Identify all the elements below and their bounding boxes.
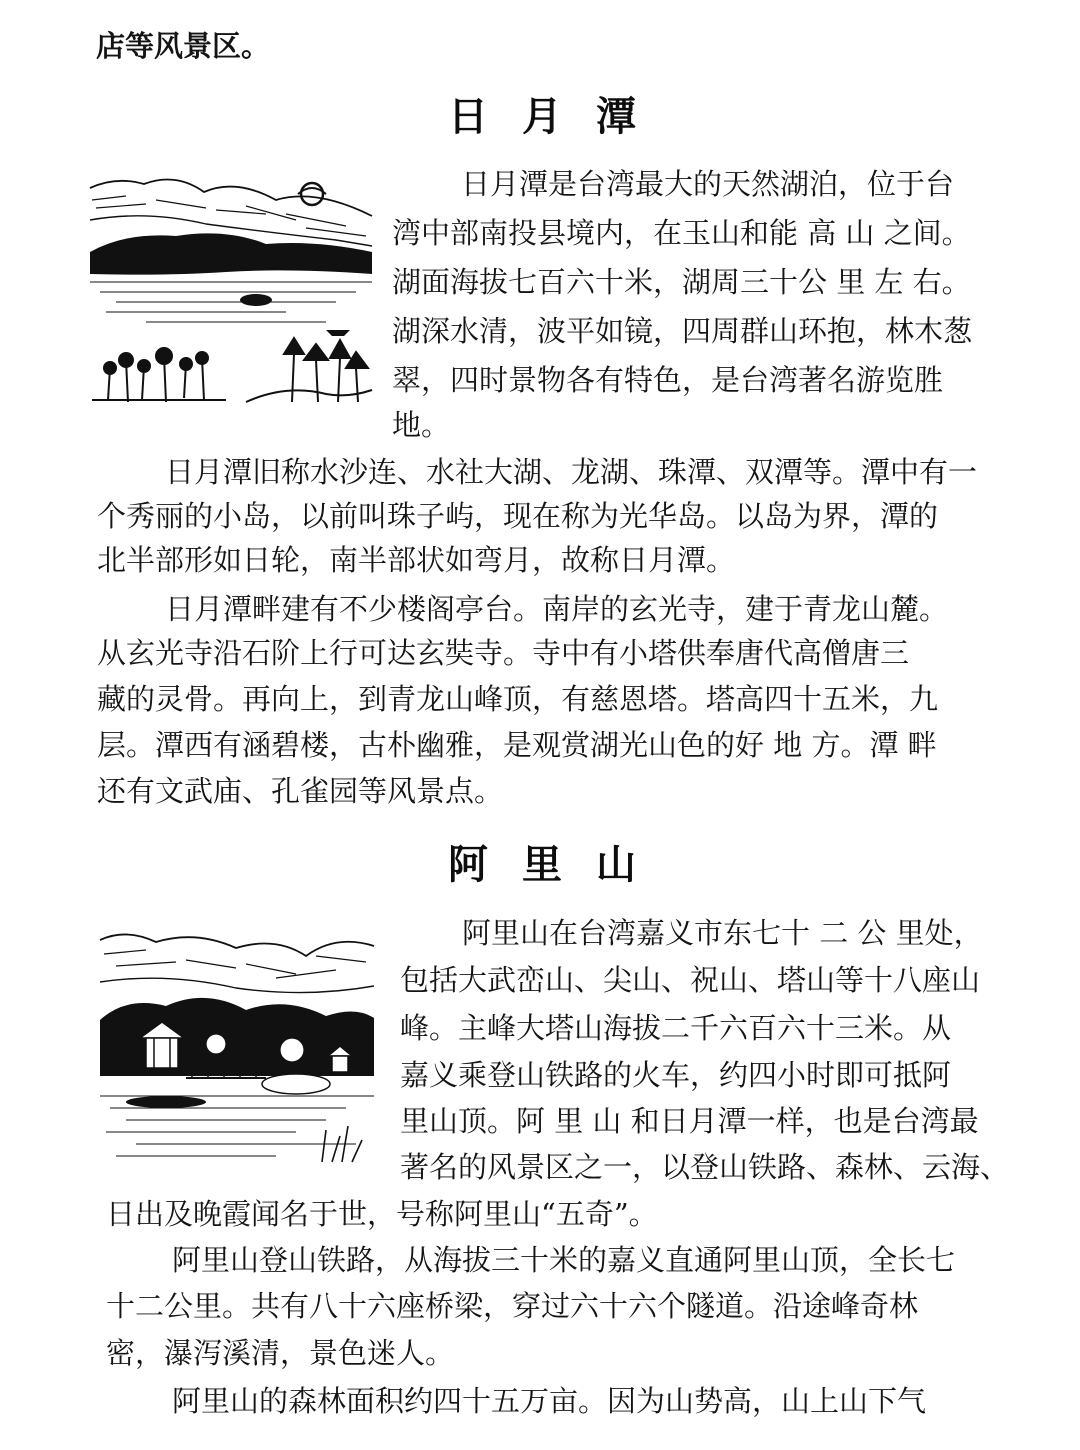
intro-line: 店等风景区。	[96, 29, 271, 63]
paragraph-line: 十二公里。共有八十六座桥梁，穿过六十六个隧道。沿途峰奇林	[106, 1289, 919, 1323]
paragraph-line: 层。潭西有涵碧楼，古朴幽雅，是观赏湖光山色的好 地 方。潭 畔	[97, 728, 937, 762]
paragraph-line: 日月潭畔建有不少楼阁亭台。南岸的玄光寺，建于青龙山麓。	[165, 592, 949, 626]
paragraph-line: 嘉义乘登山铁路的火车，约四小时即可抵阿	[400, 1058, 952, 1092]
paragraph-line: 阿里山登山铁路，从海拔三十米的嘉义直通阿里山顶，全长七	[172, 1243, 956, 1277]
paragraph-line: 地。	[392, 408, 451, 442]
paragraph-line: 从玄光寺沿石阶上行可达玄奘寺。寺中有小塔供奉唐代高僧唐三	[97, 636, 910, 670]
paragraph-line: 藏的灵骨。再向上，到青龙山峰顶，有慈恩塔。塔高四十五米，九	[97, 682, 939, 716]
paragraph-line: 个秀丽的小岛，以前叫珠子屿，现在称为光华岛。以岛为界，潭的	[97, 499, 939, 533]
paragraph-line: 湖面海拔七百六十米，湖周三十公 里 左 右。	[392, 265, 971, 299]
paragraph-line: 日月潭旧称水沙连、水社大湖、龙湖、珠潭、双潭等。潭中有一	[165, 455, 978, 489]
pavilion-forest-illustration	[96, 926, 378, 1166]
paragraph-line: 包括大武峦山、尖山、祝山、塔山等十八座山	[400, 963, 981, 997]
paragraph-line: 里山顶。阿 里 山 和日月潭一样，也是台湾最	[400, 1104, 979, 1138]
paragraph-line: 翠，四时景物各有特色，是台湾著名游览胜	[392, 363, 944, 397]
paragraph-line: 著名的风景区之一，以登山铁路、森林、云海、	[400, 1150, 1010, 1184]
lake-mountain-sun-illustration	[86, 170, 376, 410]
paragraph-line: 还有文武庙、孔雀园等风景点。	[97, 774, 504, 808]
paragraph-line: 日月潭是台湾最大的天然湖泊，位于台	[461, 167, 955, 201]
paragraph-line: 湾中部南投县境内，在玉山和能 高 山 之间。	[392, 216, 971, 250]
paragraph-line: 日出及晚霞闻名于世，号称阿里山“五奇”。	[106, 1197, 658, 1231]
section-title-riyuetan: 日月潭	[448, 94, 670, 140]
section-title-alishan: 阿里山	[448, 842, 670, 888]
paragraph-line: 湖深水清，波平如镜，四周群山环抱，林木葱	[392, 314, 973, 348]
paragraph-line: 阿里山在台湾嘉义市东七十 二 公 里处，	[462, 916, 983, 950]
paragraph-line: 北半部形如日轮，南半部状如弯月，故称日月潭。	[97, 543, 736, 577]
paragraph-line: 密，瀑泻溪清，景色迷人。	[106, 1336, 455, 1370]
paragraph-line: 阿里山的森林面积约四十五万亩。因为山势高，山上山下气	[172, 1384, 927, 1418]
paragraph-line: 峰。主峰大塔山海拔二千六百六十三米。从	[400, 1011, 952, 1045]
